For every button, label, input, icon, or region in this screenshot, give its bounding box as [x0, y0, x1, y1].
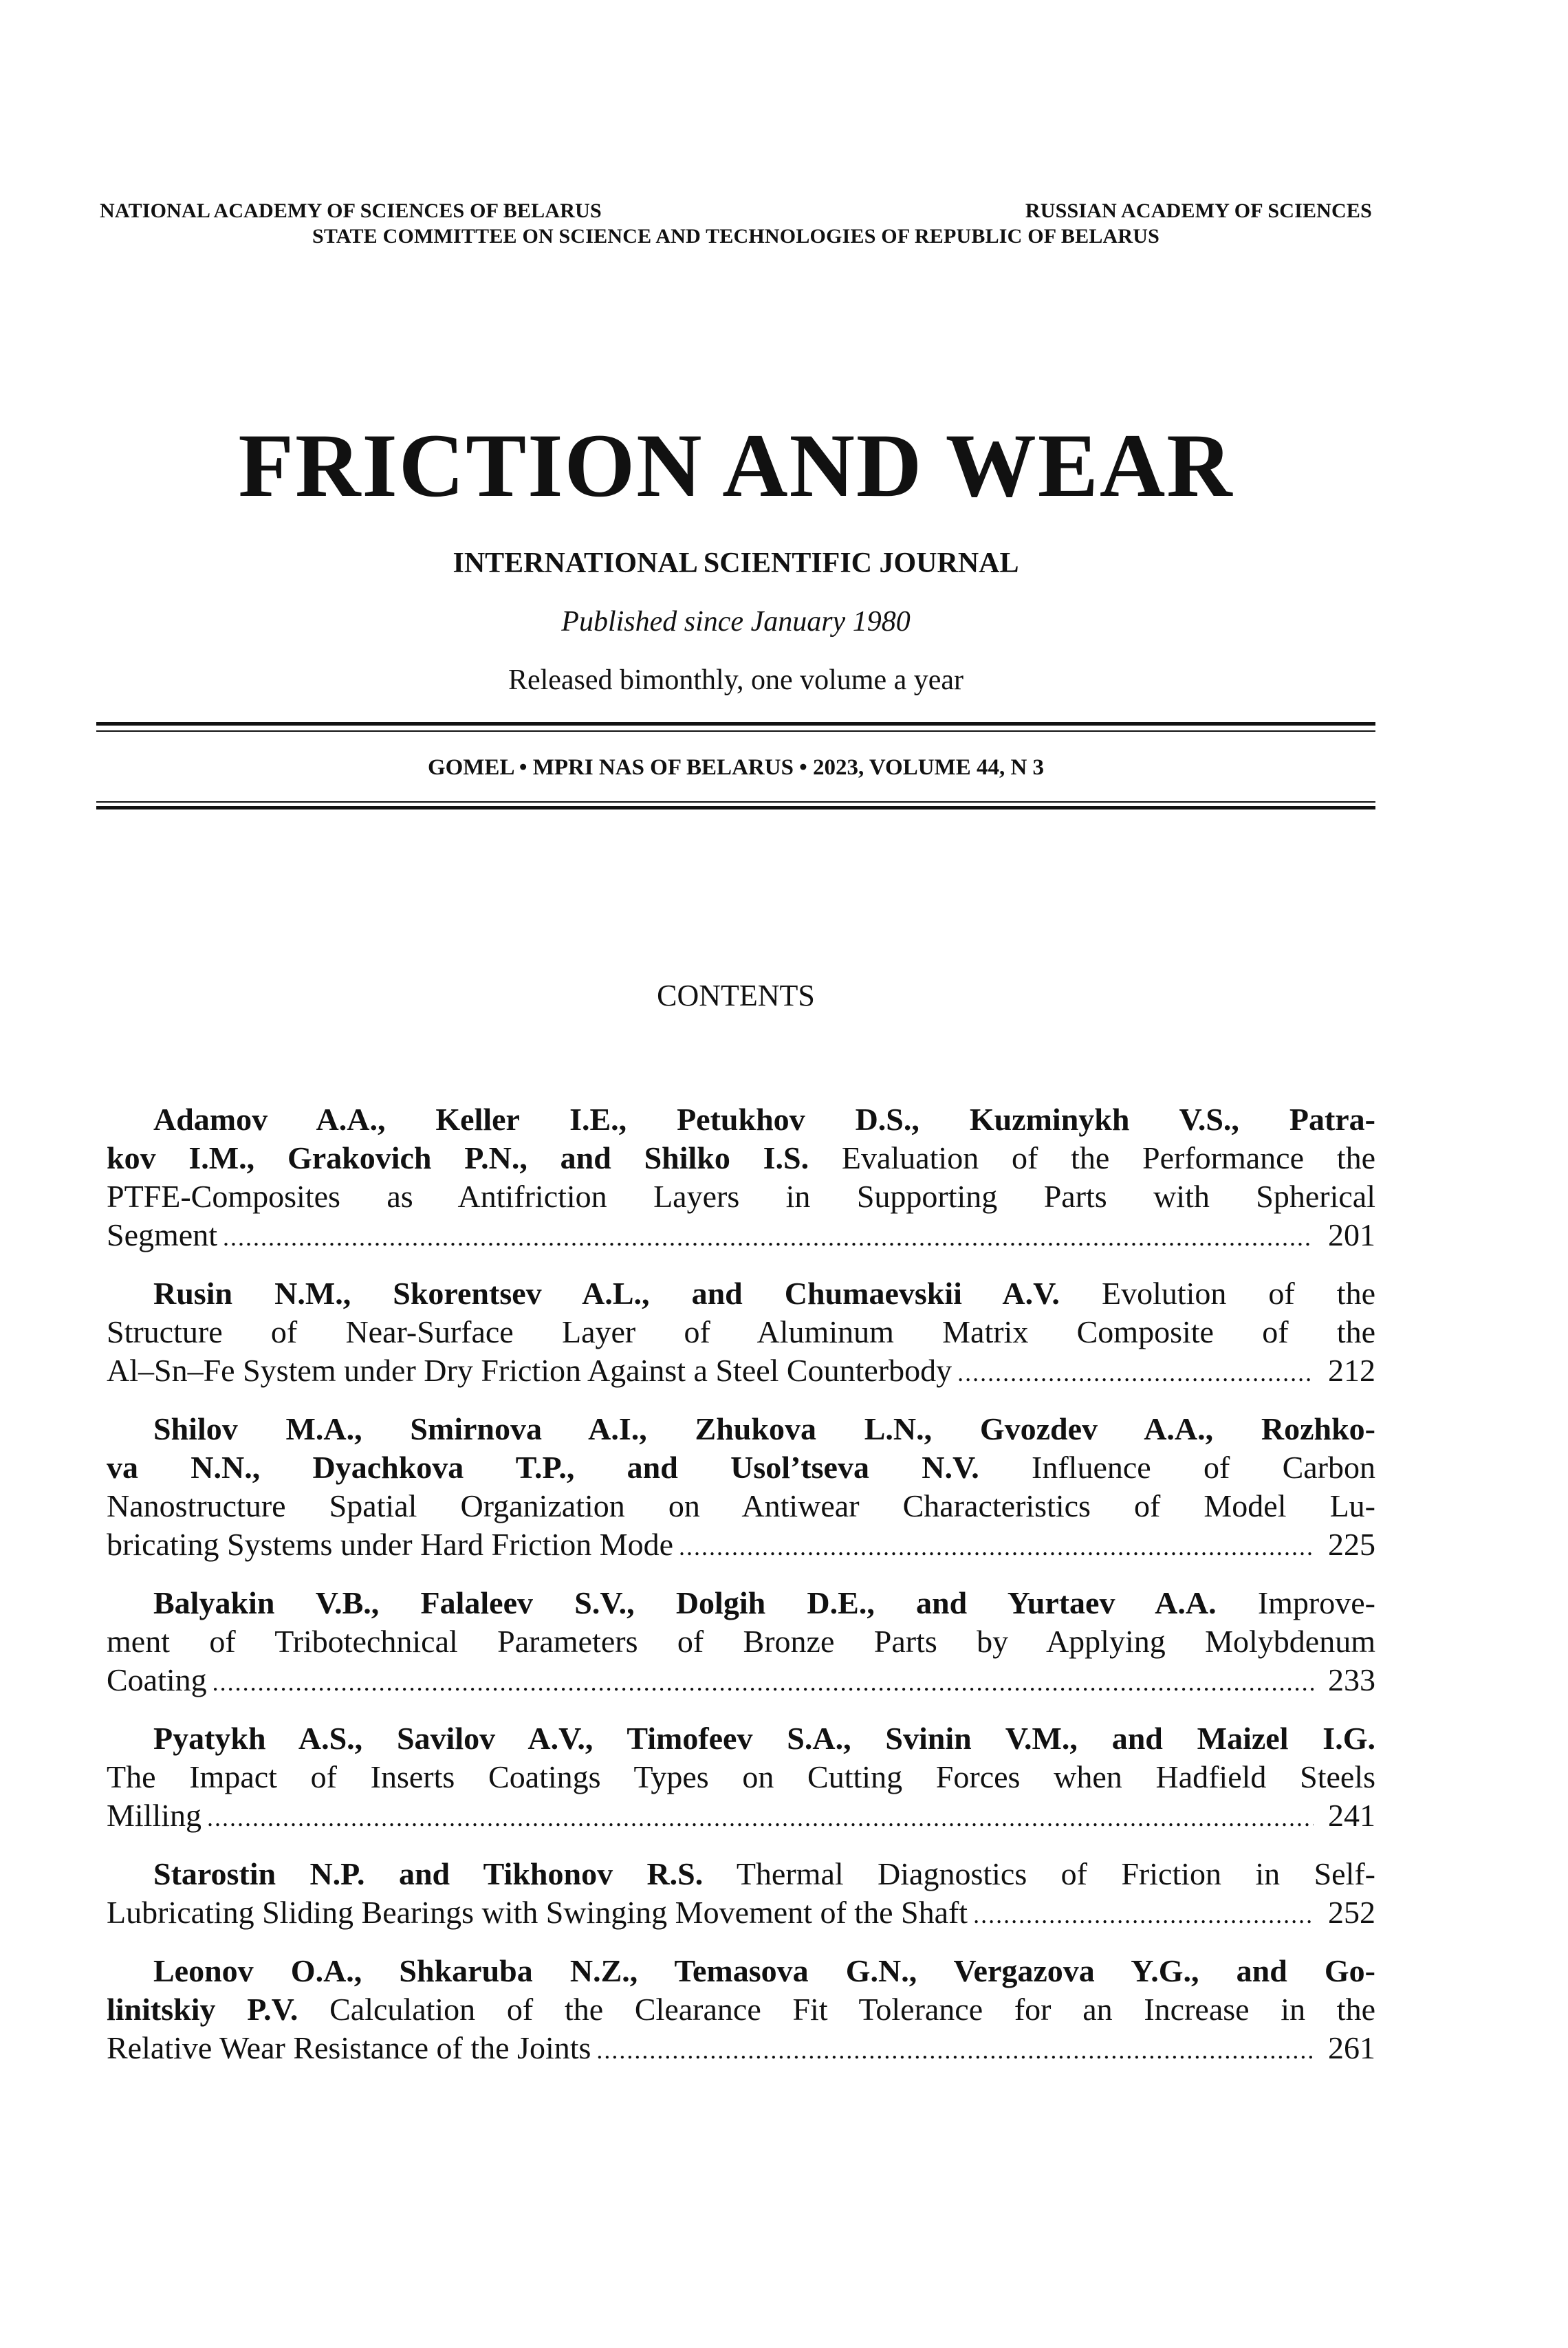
toc-line [107, 1177, 1375, 1216]
toc-title: Al–Sn–Fe System under Dry Friction Against a Steel Counterbody [107, 1353, 952, 1388]
toc-dot-leader [596, 2031, 1314, 2069]
toc-title: Relative Wear Resistance of the Joints [107, 2030, 591, 2065]
toc-authors: Rusin N.M., Skorentsev A.L., and Chumaevskii A.V. [153, 1276, 1060, 1311]
toc-dot-leader [679, 1528, 1314, 1566]
table-of-contents [107, 1100, 1375, 2087]
toc-line [107, 1487, 1375, 1525]
toc-entry[interactable] [107, 1855, 1375, 1934]
toc-line [107, 1622, 1375, 1661]
journal-title: FRICTION AND WEAR [238, 415, 1234, 516]
toc-entry[interactable] [107, 1100, 1375, 1257]
toc-line [107, 1952, 1375, 1990]
toc-dot-leader [957, 1354, 1314, 1392]
header-academy-belarus: NATIONAL ACADEMY OF SCIENCES OF BELARUS [100, 199, 602, 222]
toc-authors: kov I.M., Grakovich P.N., and Shilko I.S. [107, 1140, 809, 1175]
toc-line [107, 1100, 1375, 1139]
toc-title: Calculation of the Clearance Fit Tolerance for an Increase in the [298, 1992, 1375, 2027]
toc-page-number: 233 [1328, 1662, 1375, 1697]
toc-entry[interactable] [107, 1719, 1375, 1837]
contents-heading: CONTENTS [657, 979, 815, 1012]
toc-line [107, 1990, 1375, 2029]
toc-page-number: 241 [1328, 1798, 1375, 1833]
issue-line: GOMEL • MPRI NAS OF BELARUS • 2023, VOLUME 44, N 3 [427, 755, 1045, 780]
toc-leader-line [107, 1351, 1375, 1392]
toc-title: Improve- [1216, 1585, 1375, 1620]
toc-line [107, 1758, 1375, 1796]
toc-authors: Balyakin V.B., Falaleev S.V., Dolgih D.E., and Yurtaev A.A. [153, 1585, 1217, 1620]
toc-page-number: 252 [1328, 1895, 1375, 1930]
toc-title: Thermal Diagnostics of Friction in Self- [703, 1856, 1375, 1891]
toc-entry[interactable] [107, 1584, 1375, 1702]
toc-entry[interactable] [107, 1410, 1375, 1566]
toc-dot-leader [213, 1663, 1314, 1702]
toc-authors: Shilov M.A., Smirnova A.I., Zhukova L.N., Gvozdev A.A., Rozhko- [153, 1411, 1375, 1446]
toc-authors: linitskiy P.V. [107, 1992, 298, 2027]
toc-leader-line [107, 1525, 1375, 1566]
toc-title: Lubricating Sliding Bearings with Swinging Movement of the Shaft [107, 1895, 968, 1930]
toc-title: PTFE-Composites as Antifriction Layers in Supporting Parts with Spherical [107, 1179, 1375, 1214]
toc-title: Coating [107, 1662, 207, 1697]
toc-title: The Impact of Inserts Coatings Types on Cutting Forces when Hadfield Steels [107, 1759, 1375, 1794]
toc-entry[interactable] [107, 1274, 1375, 1392]
rule-thick-bottom [96, 806, 1375, 809]
rule-thin-top [96, 730, 1375, 732]
rule-thick-top [96, 722, 1375, 726]
toc-title: Nanostructure Spatial Organization on Antiwear Characteristics of Model Lu- [107, 1488, 1375, 1523]
toc-dot-leader [223, 1218, 1314, 1257]
toc-line [107, 1584, 1375, 1622]
toc-title: Structure of Near-Surface Layer of Aluminum Matrix Composite of the [107, 1314, 1375, 1349]
toc-leader-line [107, 2029, 1375, 2069]
toc-leader-line [107, 1216, 1375, 1257]
toc-authors: Leonov O.A., Shkaruba N.Z., Temasova G.N., Vergazova Y.G., and Go- [153, 1953, 1375, 1988]
header-state-committee: STATE COMMITTEE ON SCIENCE AND TECHNOLOGIES OF REPUBLIC OF BELARUS [312, 225, 1160, 248]
toc-page-number: 261 [1328, 2030, 1375, 2065]
toc-leader-line [107, 1796, 1375, 1837]
toc-entry[interactable] [107, 1952, 1375, 2069]
toc-line [107, 1855, 1375, 1893]
toc-authors: Starostin N.P. and Tikhonov R.S. [153, 1856, 704, 1891]
toc-line [107, 1313, 1375, 1351]
toc-page-number: 225 [1328, 1527, 1375, 1562]
header-academy-russia: RUSSIAN ACADEMY OF SCIENCES [1025, 199, 1372, 222]
journal-subtitle: INTERNATIONAL SCIENTIFIC JOURNAL [453, 547, 1019, 579]
toc-line [107, 1719, 1375, 1758]
toc-line [107, 1139, 1375, 1177]
toc-authors: va N.N., Dyachkova T.P., and Usol’tseva N.V. [107, 1450, 979, 1485]
toc-leader-line [107, 1893, 1375, 1934]
published-since: Published since January 1980 [561, 606, 911, 638]
toc-line [107, 1274, 1375, 1313]
toc-title: Influence of Carbon [979, 1450, 1376, 1485]
toc-title: ment of Tribotechnical Parameters of Bronze Parts by Applying Molybdenum [107, 1624, 1375, 1659]
toc-line [107, 1448, 1375, 1487]
toc-authors: Pyatykh A.S., Savilov A.V., Timofeev S.A., Svinin V.M., and Maizel I.G. [153, 1721, 1375, 1756]
toc-page-number: 212 [1328, 1353, 1375, 1388]
toc-title: Milling [107, 1798, 202, 1833]
toc-dot-leader [207, 1798, 1314, 1837]
toc-leader-line [107, 1661, 1375, 1702]
rule-thin-bottom [96, 801, 1375, 803]
toc-title: Segment [107, 1217, 217, 1252]
toc-title: bricating Systems under Hard Friction Mode [107, 1527, 674, 1562]
toc-title: Evaluation of the Performance the [809, 1140, 1375, 1175]
toc-dot-leader [973, 1895, 1314, 1934]
toc-authors: Adamov A.A., Keller I.E., Petukhov D.S., Kuzminykh V.S., Patra- [153, 1102, 1375, 1137]
toc-page-number: 201 [1328, 1217, 1375, 1252]
toc-title: Evolution of the [1059, 1276, 1375, 1311]
release-frequency: Released bimonthly, one volume a year [508, 664, 964, 696]
toc-line [107, 1410, 1375, 1448]
